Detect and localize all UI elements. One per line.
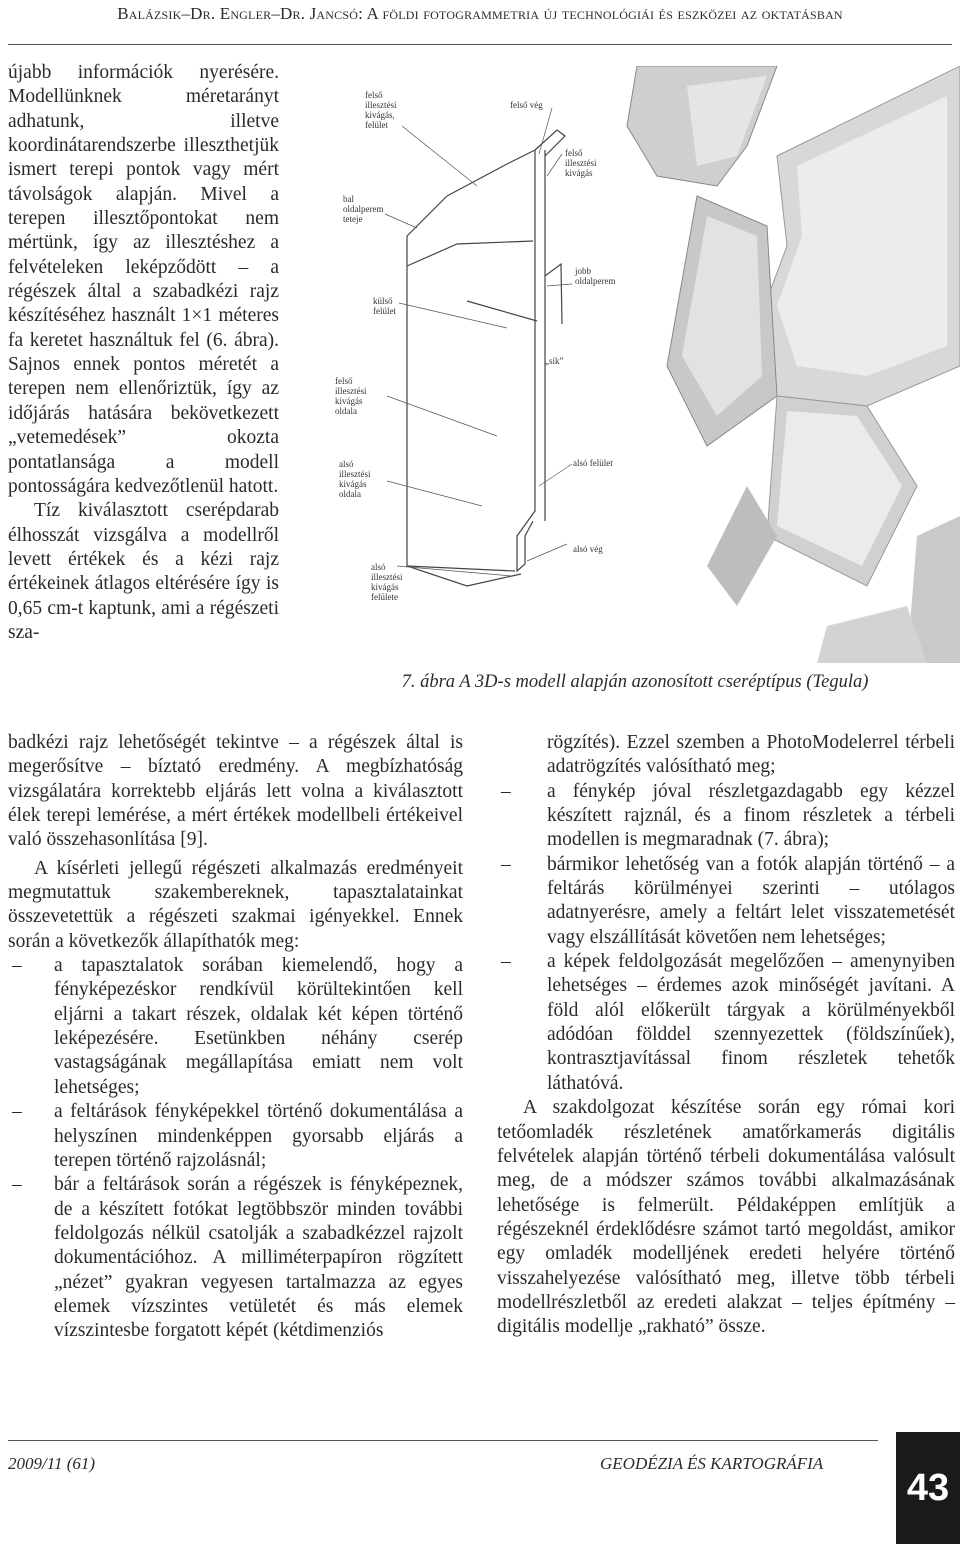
- figure-caption: 7. ábra A 3D-s modell alapján azonosított cseréptípus (Tegula): [401, 672, 869, 692]
- left-column-top: [8, 61, 279, 645]
- header-text: Balázsik–Dr. Engler–Dr. Jancsó: A földi fotogrammetria új technológiái és eszközei az oktatásban: [117, 4, 843, 23]
- left-column-bottom: [8, 731, 463, 1344]
- label-also-illesztesi-kivagas-oldala: alsó illesztési kivágás oldala: [339, 459, 371, 499]
- footer-rule: [8, 1440, 878, 1441]
- paragraph-intro: újabb információk nyerésére. Modellünknek méretarányt adhatunk, illetve koordinátarendszerbe illeszthetjük ismert terepi pontok vagy mért távolságok alapján. Mivel a terepen illesztőpontokat nem mértünk, így az illesztéshez a felvételeken leképződött – a régészek által a szabadkézi rajz készítéséhez használt 1×1 méteres fa keretet használtuk fel (6. ábra). Sajnos ennek pontos méretét a terepen nem ellenőriztük, így az időjárás hatására bekövetkezett „vetemedések” okozta pontatlansága a modell pontosságára kedvezőtlenül hatott.: [8, 62, 279, 497]
- label-also-felulet: alsó felület: [573, 458, 613, 468]
- label-jobb-oldalperem: jobb oldalperem: [575, 266, 616, 286]
- label-felso-illesztesi-kivagas-oldala: felső illesztési kivágás oldala: [335, 376, 367, 416]
- figure-7: [307, 66, 960, 663]
- footer-journal: GEODÉZIA ÉS KARTOGRÁFIA: [600, 1454, 824, 1473]
- paragraph-conclusion: A szakdolgozat készítése során egy római kori tetőomladék részletének amatőrkamerás digitális felvételek alapján történő térbeli dokumentálása valósult meg, de a módszer számos további alkalmazásának lehetősége is felmerült. Példaképpen említjük a régészeknél érdeklődésre számot tartó megoldást, amikor egy omladék modelljének eredeti helyére történő visszahelyezése valósítható meg, illetve több térbeli modellrészletből az eredeti alakzat – teljes építmény – digitális modellje „rakható” össze.: [497, 1097, 955, 1338]
- running-header: [0, 0, 960, 42]
- list-item: – a feltárások fényképekkel történő dokumentálása a helyszínen mindenképpen gyorsabb eljárás a terepen történő rajzolásnál;: [8, 1100, 463, 1173]
- label-also-veg: alsó vég: [573, 544, 603, 554]
- label-also-illesztesi-kivagas-felulete: alsó illesztési kivágás felülete: [371, 562, 403, 602]
- tegula-figure-svg: [307, 66, 960, 663]
- label-felso-veg: felső vég: [510, 100, 543, 110]
- list-item: – bár a feltárások során a régészek is fényképeznek, de a készített fotókat legtöbbször minden további feldolgozás nélkül csatolják a szabadkézzel rajzolt dokumentációhoz. A milliméterpapíron rögzített „nézet” gyakran vegyesen tartalmazza az egyes elemek vízszintes vetületét és más elemek vízszintesbe forgatott képét (kétdimenziós: [8, 1173, 463, 1343]
- list-item: – a képek feldolgozását megelőzően – amenynyiben lehetséges – érdemes azok minőségét javítani. A föld alól előkerült tárgyak a körülményekből adódóan földdel szennyezettek (földszínűek), kontrasztjavítással finom részletek tehetők láthatóvá.: [497, 950, 955, 1096]
- label-felso-illesztesi-kivagas: felső illesztési kivágás: [565, 148, 597, 178]
- header-rule: [8, 44, 952, 45]
- paragraph-edge-length: Tíz kiválasztott cserépdarab élhosszát vizsgálva a modellről levett értékek és a kézi rajz értékeinek átlagos eltérésére így is 0,65 cm-t kaptunk, ami a régészeti sza-: [8, 500, 279, 643]
- page-number: 43: [896, 1432, 960, 1544]
- list-item: – a tapasztalatok sorában kiemelendő, hogy a fényképezéskor rendkívül körültekintően kell eljárni a takart részek, oldalak két képen történő leképezésére. Esetünkben néhány cserép vastagságának megállapítása emiatt nem volt lehetséges;: [8, 954, 463, 1100]
- paragraph-result-cont: badkézi rajz lehetőségét tekintve – a régészek által is megerősítve – bíztató eredmény. A megbízhatóság vizsgálatára korrektebb eljárás lett volna a kiválasztott élek terepi lemérése, a mért értékek modellbeli értékeivel való összehasonlítása [9].: [8, 732, 463, 851]
- list-item: – a fénykép jóval részletgazdagabb egy kézzel készített rajznál, és a finom részletek a térbeli modellen is megmaradnak (7. ábra);: [497, 780, 955, 853]
- label-bal-oldalperem-teteje: bal oldalperem teteje: [343, 194, 384, 224]
- findings-list-right: [497, 780, 955, 1096]
- right-column: [497, 731, 955, 1340]
- footer-issue: 2009/11 (61): [8, 1454, 96, 1473]
- label-kulso-felulet: külső felület: [373, 296, 396, 316]
- list-item: – bármikor lehetőség van a fotók alapján történő – a feltárás körülményei szerinti – utólagos adatnyerésre, amely a feltárt lelet visszatemetését vagy elszállítását követően nem lehetséges;: [497, 853, 955, 950]
- paragraph-right-cont: rögzítés). Ezzel szemben a PhotoModelerrel térbeli adatrögzítés valósítható meg;: [547, 732, 955, 778]
- label-sik: „sík”: [545, 356, 564, 366]
- findings-list-left: [8, 954, 463, 1344]
- paragraph-experience: A kísérleti jellegű régészeti alkalmazás eredményeit megmutattuk szakembereknek, tapasztalatainkat összevetettük a régészeti szakmai igényekkel. Ennek során a következők állapíthatók meg:: [8, 857, 463, 952]
- label-felso-illesztesi-kivagas-felulet: felső illesztési kivágás, felület: [365, 90, 397, 130]
